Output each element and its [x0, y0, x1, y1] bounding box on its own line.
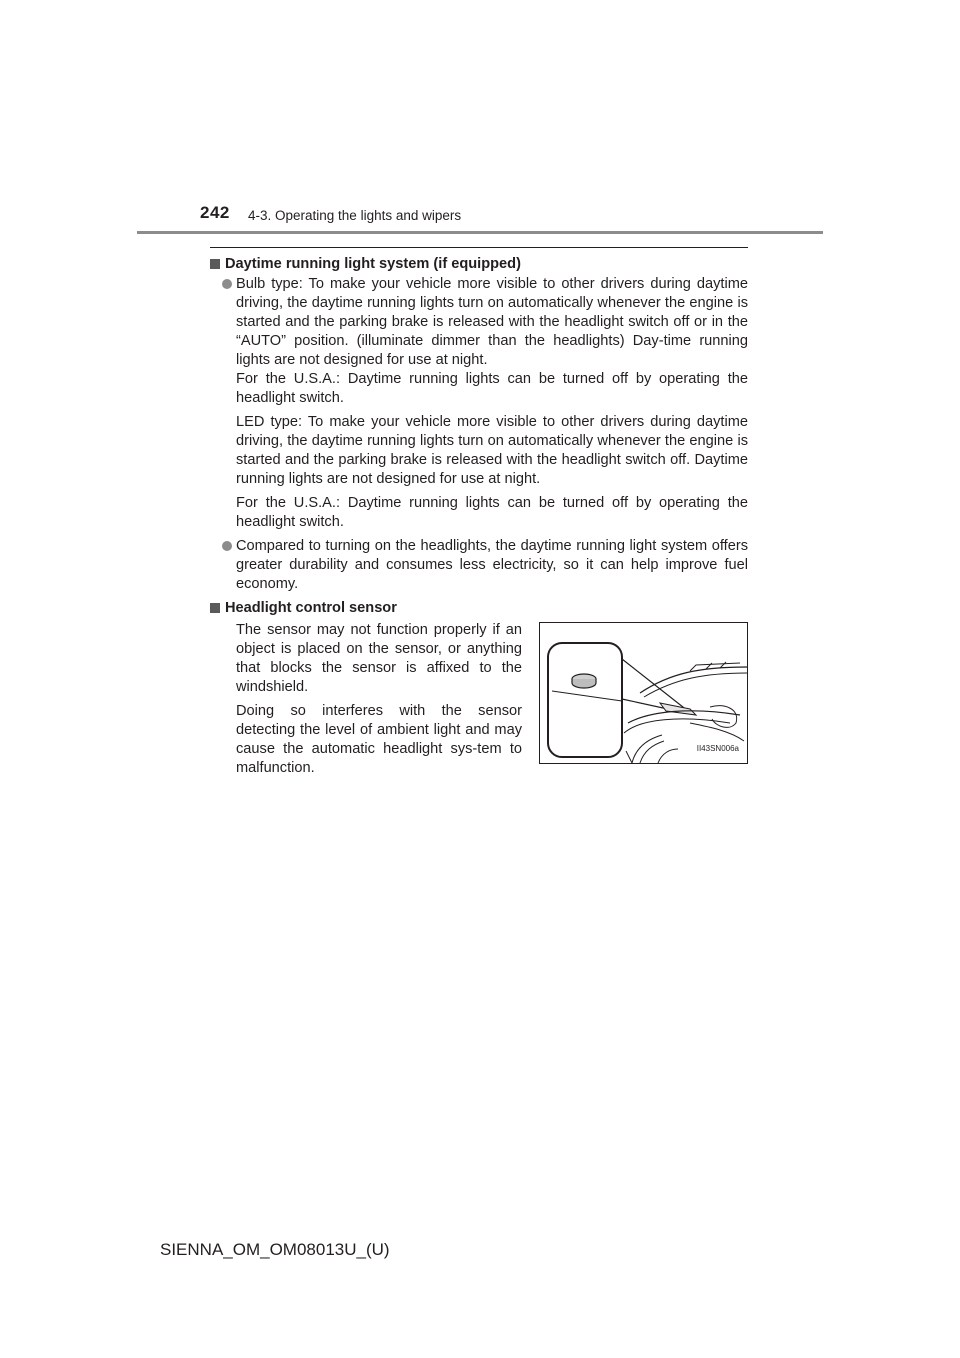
footer-doc-id: SIENNA_OM_OM08013U_(U) — [160, 1240, 390, 1259]
page-content — [210, 255, 748, 783]
sensor-para-1: The sensor may not function properly if an object is placed on the sensor, or anything that blocks the sensor is affixed to the windshield. — [236, 622, 522, 695]
sensor-para-2: Doing so interferes with the sensor detecting the level of ambient light and may cause the automatic headlight sys-tem to malfunction. — [236, 703, 522, 776]
round-bullet-icon — [222, 279, 232, 289]
sensor-block — [210, 621, 748, 783]
figure-code: II43SN006a — [696, 744, 739, 753]
led-usa-text: For the U.S.A.: Daytime running lights can be turned off by operating the headlight switch. — [236, 495, 748, 530]
sensor-heading — [210, 599, 748, 618]
compare-paragraph — [210, 537, 748, 594]
drl-heading-text: Daytime running light system (if equipped) — [225, 256, 521, 272]
bulb-type-text: Bulb type: To make your vehicle more visible to other drivers during daytime driving, the daytime running lights turn on automatically whenever the engine is started and the parking brake is released with the headlight switch off or in the “AUTO” position. (illuminate dimmer than the headlights) Day-time running lights are not designed for use at night. — [236, 276, 748, 368]
round-bullet-icon — [222, 541, 232, 551]
drl-heading — [210, 255, 748, 274]
header-rule — [137, 231, 823, 234]
section-title: 4-3. Operating the lights and wipers — [248, 208, 462, 223]
square-bullet-icon — [210, 603, 220, 613]
content-rule — [210, 247, 748, 248]
square-bullet-icon — [210, 259, 220, 269]
sensor-text-column — [210, 621, 522, 783]
bulb-type-paragraph — [210, 275, 748, 370]
page-number: 242 — [200, 203, 230, 222]
sensor-heading-text: Headlight control sensor — [225, 600, 397, 616]
bulb-usa-text: For the U.S.A.: Daytime running lights can be turned off by operating the headlight switch. — [236, 371, 748, 406]
compare-text: Compared to turning on the headlights, the daytime running light system offers greater durability and consumes less electricity, so it can help improve fuel economy. — [236, 538, 748, 592]
led-type-text: LED type: To make your vehicle more visible to other drivers during daytime driving, the daytime running lights turn on automatically whenever the engine is started and the parking brake is released with the headlight switch off. Daytime running lights are not designed for use at night. — [236, 414, 748, 487]
sensor-illustration — [539, 622, 748, 764]
